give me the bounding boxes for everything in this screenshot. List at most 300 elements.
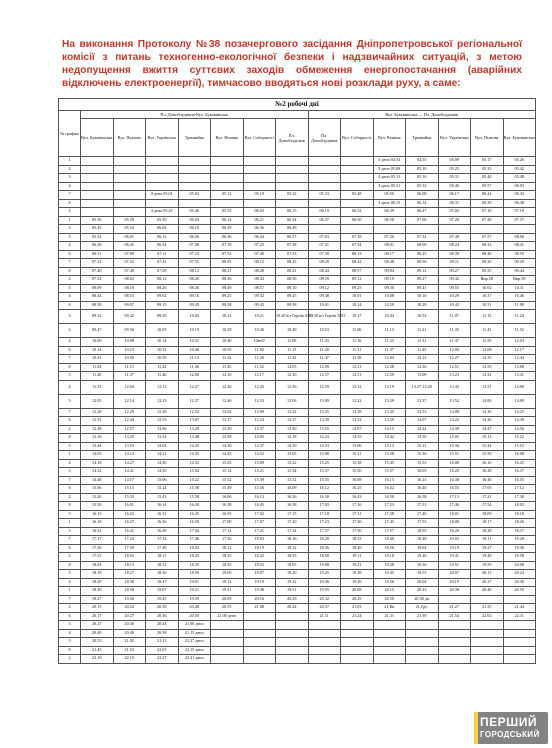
time-cell: 11.47 <box>438 338 471 347</box>
time-cell: 10.59 <box>146 355 179 364</box>
time-cell <box>471 595 504 604</box>
time-cell <box>276 199 309 208</box>
time-cell: 14.53 <box>308 442 341 451</box>
time-cell: 08.05 <box>211 259 244 268</box>
time-cell: 14.45 <box>211 451 244 460</box>
time-cell: 15.38 <box>341 459 374 468</box>
time-cell: 20.19 <box>438 578 471 587</box>
time-cell: 18.38 <box>113 578 146 587</box>
time-cell: 13.19 <box>373 380 406 394</box>
time-cell: 09.32 <box>243 293 276 302</box>
time-cell: 16.41 <box>113 527 146 536</box>
time-cell: 07.49 <box>438 233 471 242</box>
time-cell: 15.53 <box>503 442 536 451</box>
table-row <box>59 208 536 217</box>
graf-number-cell: 8 <box>59 199 81 208</box>
time-cell: 10.20 <box>373 301 406 310</box>
time-cell: 10.29 <box>211 324 244 338</box>
time-cell <box>243 621 276 630</box>
time-cell: 06.45 <box>113 242 146 251</box>
time-cell: 13.17 <box>211 417 244 426</box>
time-cell: 12.44 <box>113 417 146 426</box>
table-row <box>59 276 536 285</box>
time-cell: 19.51 <box>276 587 309 596</box>
time-cell: 14.50 <box>146 468 179 477</box>
time-cell: 19.12 <box>211 578 244 587</box>
time-cell: 14.04 <box>146 442 179 451</box>
time-cell: 18.04 <box>81 561 114 570</box>
time-cell <box>503 629 536 638</box>
time-cell: 16.08 <box>341 476 374 485</box>
time-cell: 18.36 <box>308 544 341 553</box>
stop-column-header: Пл. Домоблудінків <box>276 119 309 157</box>
time-cell: 15.15 <box>113 485 146 494</box>
time-cell: 11.03 <box>308 338 341 347</box>
time-cell: 16.55 <box>211 510 244 519</box>
time-cell: 05.39 <box>113 216 146 225</box>
time-cell: 11.53 <box>81 380 114 394</box>
time-cell: 21.13 депо <box>178 629 211 638</box>
graf-number-cell: 4 <box>59 459 81 468</box>
time-cell: 19.19 <box>243 578 276 587</box>
time-cell: 05.19 <box>243 191 276 200</box>
time-cell <box>81 191 114 200</box>
time-cell: 13.29 <box>373 394 406 408</box>
time-cell: 12.30 <box>276 372 309 381</box>
time-cell: 11.31 <box>341 346 374 355</box>
time-cell: 05.46 <box>178 208 211 217</box>
schedule-table-wrapper <box>58 98 536 664</box>
time-cell: 11.15 <box>276 346 309 355</box>
time-cell: 10.53 <box>308 324 341 338</box>
time-cell: 05.32 <box>406 182 439 191</box>
table-row <box>59 434 536 443</box>
time-cell: 19.55 <box>308 587 341 596</box>
time-cell: 10.37 <box>341 310 374 324</box>
graf-number-cell: 8 <box>59 363 81 372</box>
time-cell: 07.25 <box>243 242 276 251</box>
time-cell: 17.38 <box>373 510 406 519</box>
table-row <box>59 225 536 234</box>
time-cell: 07.58 <box>146 267 179 276</box>
time-cell: 08.40 <box>178 284 211 293</box>
time-cell <box>81 174 114 183</box>
time-cell: 06.24 <box>471 191 504 200</box>
time-cell: 14.35 <box>341 434 374 443</box>
time-cell <box>471 646 504 655</box>
time-cell <box>341 182 374 191</box>
time-cell <box>81 208 114 217</box>
time-cell: 18.48 <box>406 536 439 545</box>
time-cell: 09.47 <box>81 324 114 338</box>
time-cell: 17.03 <box>471 485 504 494</box>
time-cell: 18.26 <box>503 519 536 528</box>
time-cell: 17.46 <box>406 510 439 519</box>
time-cell: 10.50 <box>113 355 146 364</box>
time-cell: 17.37 <box>308 527 341 536</box>
graf-number-cell: 2 <box>59 276 81 285</box>
time-cell: 17.50 <box>341 527 374 536</box>
time-cell: 08.43 <box>243 276 276 285</box>
time-cell: 08.26 <box>178 276 211 285</box>
table-row <box>59 493 536 502</box>
stop-headers-row <box>59 119 536 157</box>
time-cell: 12.43 <box>243 380 276 394</box>
graf-number-cell: 2 <box>59 655 81 664</box>
time-cell: 06.32 <box>341 208 374 217</box>
time-cell: 08.41 <box>276 267 309 276</box>
time-cell <box>178 182 211 191</box>
table-row <box>59 519 536 528</box>
time-cell <box>341 225 374 234</box>
time-cell: 18.13 <box>113 561 146 570</box>
time-cell: 08.44 <box>308 267 341 276</box>
time-cell: 12.20 <box>81 408 114 417</box>
time-cell: 10.23 <box>113 346 146 355</box>
time-cell: 11.16 <box>341 338 374 347</box>
time-cell: 10.14 <box>341 301 374 310</box>
time-cell: 16.58 <box>406 493 439 502</box>
time-cell: 07.40 <box>81 267 114 276</box>
graf-number-cell: 8 <box>59 434 81 443</box>
time-cell: 14.03 <box>81 451 114 460</box>
time-cell: 16.16 <box>471 459 504 468</box>
time-cell <box>243 655 276 664</box>
time-cell: 17.24 <box>113 536 146 545</box>
time-cell: 12.59 <box>308 380 341 394</box>
time-cell: 16.36 <box>146 519 179 528</box>
time-cell: 16.13 <box>243 493 276 502</box>
time-cell: 20.45 <box>341 595 374 604</box>
time-cell: 19.36 <box>503 544 536 553</box>
time-cell: 17.03 <box>308 502 341 511</box>
time-cell <box>373 638 406 647</box>
time-cell: 18.27 <box>113 570 146 579</box>
time-cell: 18.42 <box>243 553 276 562</box>
time-cell: 18.49 <box>81 587 114 596</box>
time-cell: 13.39 <box>308 417 341 426</box>
time-cell: 12.33 <box>81 417 114 426</box>
table-row <box>59 157 536 166</box>
time-cell: 07.18 <box>341 233 374 242</box>
time-cell: 16.22 <box>113 510 146 519</box>
table-row <box>59 612 536 621</box>
time-cell: 20.44 <box>276 604 309 613</box>
time-cell: 12.44 <box>503 355 536 364</box>
time-cell: 10.31 <box>178 338 211 347</box>
graf-number-cell: 2 <box>59 604 81 613</box>
time-cell: 14.35 <box>178 451 211 460</box>
time-cell: 12.17 <box>243 372 276 381</box>
time-cell: 19.11 <box>471 536 504 545</box>
time-cell: 13.58 <box>211 434 244 443</box>
time-cell: 10.41 <box>81 355 114 364</box>
time-cell: 13.12 <box>341 380 374 394</box>
time-cell: 16.55 <box>438 485 471 494</box>
time-cell: 05.40 <box>471 174 504 183</box>
time-cell: 16.28 <box>178 502 211 511</box>
time-cell: 13.44 <box>81 442 114 451</box>
time-cell: 16.25 <box>341 485 374 494</box>
time-cell: 17.53 <box>406 519 439 528</box>
time-cell: 17.30 <box>503 493 536 502</box>
time-cell: 14.39 <box>438 425 471 434</box>
time-cell: 17.53 <box>81 553 114 562</box>
time-cell: 13.43 <box>438 380 471 394</box>
time-cell: 13.32 <box>471 372 504 381</box>
table-row <box>59 165 536 174</box>
time-cell: 13.22 <box>341 394 374 408</box>
time-cell: 19.26 <box>406 553 439 562</box>
stop-column-header: Вул. Українська <box>146 119 179 157</box>
time-cell: 13.53 <box>113 442 146 451</box>
time-cell: 19.20 <box>503 536 536 545</box>
time-cell: 19.19 <box>438 544 471 553</box>
time-cell: 13.22 <box>276 408 309 417</box>
time-cell <box>438 225 471 234</box>
time-cell: 20.27 <box>81 621 114 630</box>
time-cell: 12.48 <box>81 425 114 434</box>
stop-column-header: Пл. Домоблудінків <box>308 119 341 157</box>
time-cell: 19.56 <box>373 578 406 587</box>
time-cell <box>243 638 276 647</box>
table-row <box>59 476 536 485</box>
time-cell: 06.47 <box>406 208 439 217</box>
time-cell: 09.12 <box>406 267 439 276</box>
time-cell: 07.54 <box>81 276 114 285</box>
time-cell: 09.29 <box>503 259 536 268</box>
time-cell <box>178 165 211 174</box>
time-cell: 11.37 <box>373 346 406 355</box>
time-cell: 10.32 <box>146 346 179 355</box>
time-cell: 16.31 <box>146 510 179 519</box>
time-cell: 06.36 <box>81 242 114 251</box>
time-cell: 15.59 <box>471 451 504 460</box>
time-cell: 07.49 <box>113 267 146 276</box>
time-cell: 13.20 <box>178 425 211 434</box>
time-cell <box>341 199 374 208</box>
time-cell: 13.37 <box>243 425 276 434</box>
time-cell: 08.48 <box>373 259 406 268</box>
time-cell: 15.49 <box>211 485 244 494</box>
time-cell: 05.25 <box>438 165 471 174</box>
time-cell: 14.05 <box>243 434 276 443</box>
stop-column-header: Вул. Вічніна <box>211 119 244 157</box>
time-cell: 19.36 <box>308 578 341 587</box>
time-cell: 08.13 <box>341 250 374 259</box>
time-cell: 07.38 <box>276 242 309 251</box>
time-cell: Вир.59 <box>503 276 536 285</box>
time-cell: 16.28 <box>471 468 504 477</box>
time-cell <box>211 638 244 647</box>
time-cell: 13.08 <box>406 372 439 381</box>
time-cell: 18.52 <box>243 561 276 570</box>
time-cell: 05.54 <box>113 225 146 234</box>
time-cell: 17.36 <box>341 519 374 528</box>
time-cell: 06.31 <box>438 199 471 208</box>
graf-column-header: № графіка <box>59 111 81 157</box>
time-cell: 15.58 <box>178 493 211 502</box>
time-cell: 22.41 депо <box>178 655 211 664</box>
time-cell: 07.37 <box>503 216 536 225</box>
graf-number-cell: 7 <box>59 536 81 545</box>
graf-number-cell: 3 <box>59 310 81 324</box>
time-cell <box>81 199 114 208</box>
table-row <box>59 233 536 242</box>
time-cell: 16.12 <box>308 485 341 494</box>
time-cell <box>471 629 504 638</box>
table-row <box>59 604 536 613</box>
time-cell: 08.39 <box>438 250 471 259</box>
table-row <box>59 544 536 553</box>
time-cell: 10.30 в/з Героїв АТО <box>308 310 341 324</box>
time-cell: 07.11 <box>146 250 179 259</box>
time-cell: 14.50 <box>276 442 309 451</box>
time-cell <box>438 595 471 604</box>
time-cell: 07.32 <box>113 259 146 268</box>
time-cell: 17.45 <box>373 519 406 528</box>
time-cell <box>341 157 374 166</box>
time-cell: 17.31 <box>341 510 374 519</box>
time-cell: 21.27 <box>438 604 471 613</box>
time-cell: 21.02 <box>113 638 146 647</box>
time-cell: 20.46 <box>471 587 504 596</box>
time-cell <box>113 182 146 191</box>
time-cell: 11.52 <box>503 324 536 338</box>
table-row <box>59 485 536 494</box>
time-cell: 11.21 <box>406 324 439 338</box>
time-cell: 18.35 <box>211 553 244 562</box>
time-cell: З депо 05.01 <box>146 191 179 200</box>
time-cell: 18.08 <box>438 519 471 528</box>
table-row <box>59 451 536 460</box>
time-cell <box>276 612 309 621</box>
graf-number-cell: 4 <box>59 338 81 347</box>
time-cell: 10.08 <box>113 338 146 347</box>
time-cell: 06.34 <box>276 216 309 225</box>
time-cell: 10.14 <box>211 310 244 324</box>
time-cell: 16.43 <box>341 493 374 502</box>
time-cell <box>276 157 309 166</box>
time-cell: 13.45 <box>373 408 406 417</box>
time-cell: 14.30 <box>471 417 504 426</box>
time-cell: 20.24 <box>113 604 146 613</box>
time-cell: 12.03 <box>503 338 536 347</box>
time-cell: 09.12 <box>341 276 374 285</box>
time-cell: 09.58 <box>276 301 309 310</box>
time-cell: 07.40 <box>243 250 276 259</box>
time-cell: 06.21 <box>243 216 276 225</box>
time-cell: 06.12 <box>146 233 179 242</box>
time-cell: 09.56 <box>113 324 146 338</box>
graf-number-cell: 6 <box>59 346 81 355</box>
time-cell: 06.33 <box>503 191 536 200</box>
time-cell <box>146 182 179 191</box>
time-cell: 09.04 <box>373 267 406 276</box>
time-cell: 18.20 <box>308 536 341 545</box>
graf-number-cell: 1 <box>59 587 81 596</box>
logo-line-2: ГОРОДСЬКИЙ <box>480 730 540 739</box>
time-cell: 06.19 <box>308 208 341 217</box>
graf-number-cell: 7 <box>59 595 81 604</box>
time-cell: 10.11 <box>503 284 536 293</box>
time-cell: 13.02 <box>211 408 244 417</box>
time-cell: 07.20 <box>438 216 471 225</box>
time-cell: 20.17 <box>81 612 114 621</box>
time-cell: 19.25 <box>308 570 341 579</box>
time-cell: 20.57 <box>308 604 341 613</box>
graf-number-cell: 6 <box>59 612 81 621</box>
table-row <box>59 646 536 655</box>
time-cell: 10.55 <box>211 346 244 355</box>
time-cell: 20.44 <box>146 621 179 630</box>
time-cell: 14.16 <box>471 408 504 417</box>
table-row <box>59 293 536 302</box>
time-cell: 20.15 <box>373 587 406 596</box>
time-cell <box>211 165 244 174</box>
time-cell: 18.35 <box>178 561 211 570</box>
time-cell: 06.29 <box>211 225 244 234</box>
time-cell <box>81 182 114 191</box>
time-cell <box>113 157 146 166</box>
graf-number-cell: 4 <box>59 182 81 191</box>
time-cell: 11.36 <box>178 363 211 372</box>
time-cell <box>243 157 276 166</box>
time-cell: 05.10 <box>406 165 439 174</box>
time-cell <box>113 165 146 174</box>
time-cell: 19.49 <box>471 553 504 562</box>
time-cell <box>341 638 374 647</box>
time-cell: 10.01 <box>341 293 374 302</box>
time-cell <box>471 621 504 630</box>
time-cell: 16.58 <box>276 502 309 511</box>
time-cell: 19.41 <box>438 553 471 562</box>
table-row <box>59 629 536 638</box>
time-cell: 06.04 <box>178 216 211 225</box>
time-cell <box>243 182 276 191</box>
time-cell: 09.32 <box>81 310 114 324</box>
time-cell <box>243 646 276 655</box>
time-cell: 13.23 <box>438 372 471 381</box>
graf-number-cell: 5 <box>59 442 81 451</box>
time-cell <box>308 655 341 664</box>
time-cell: 22.10 <box>81 655 114 664</box>
time-cell: 19.49 <box>341 578 374 587</box>
time-cell: 16.14 <box>146 502 179 511</box>
time-cell: 05.33 <box>308 191 341 200</box>
time-cell: 14.22 <box>438 417 471 426</box>
time-cell: 14.07 <box>341 425 374 434</box>
table-row <box>59 284 536 293</box>
time-cell <box>211 199 244 208</box>
time-cell: 20.58 <box>146 629 179 638</box>
time-cell: 16.06 <box>211 493 244 502</box>
stop-column-header: Трамвайна <box>406 119 439 157</box>
time-cell: 08.03 <box>113 276 146 285</box>
time-cell: 12.36 <box>406 363 439 372</box>
time-cell: 13.52 <box>341 417 374 426</box>
logo-accent <box>474 712 478 744</box>
time-cell: 12.57 <box>113 425 146 434</box>
time-cell <box>243 174 276 183</box>
time-cell: 11.45 <box>211 363 244 372</box>
time-cell: 09.38 <box>211 301 244 310</box>
time-cell: 20.29 <box>276 595 309 604</box>
time-cell: 10.44 <box>373 310 406 324</box>
time-cell: 22.11 <box>503 612 536 621</box>
time-cell: 18.09 <box>471 510 504 519</box>
time-cell: 14.12 <box>113 451 146 460</box>
